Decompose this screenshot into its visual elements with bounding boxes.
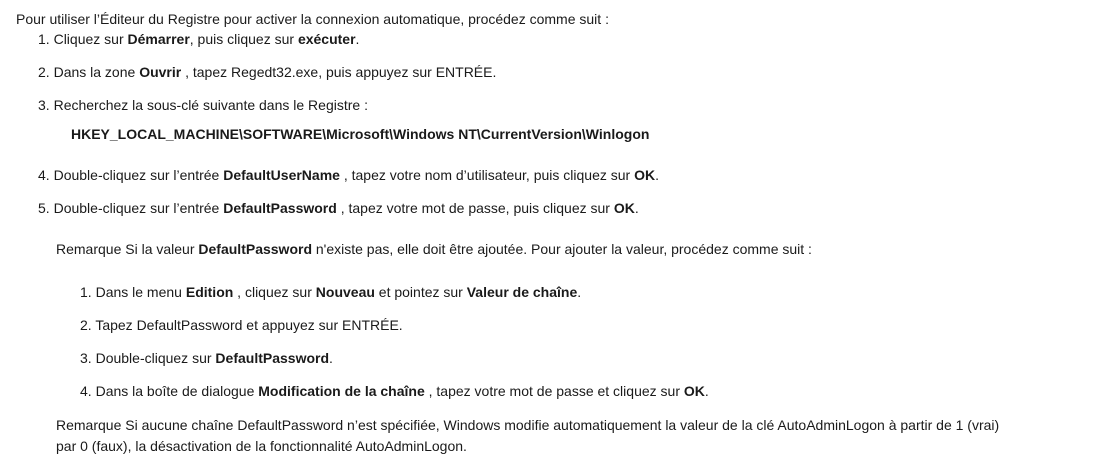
- step-text: Dans la zone Ouvrir , tapez Regedt32.exe, puis appuyez sur ENTRÉE.: [53, 64, 497, 80]
- step-4: [38, 166, 659, 184]
- substep-2: [80, 316, 403, 334]
- step-text: Cliquez sur Démarrer, puis cliquez sur exécuter.: [53, 31, 360, 47]
- step-5: [38, 199, 639, 217]
- substep-text: Dans la boîte de dialogue Modification de la chaîne , tapez votre mot de passe et cliquez sur OK.: [95, 383, 709, 399]
- substep-text: Tapez DefaultPassword et appuyez sur ENTRÉE.: [95, 317, 403, 333]
- intro-text: Pour utiliser l’Éditeur du Registre pour activer la connexion automatique, procédez comme suit :: [16, 11, 609, 27]
- step-number: 1.: [38, 31, 50, 47]
- substep-1: [80, 283, 581, 301]
- registry-path: HKEY_LOCAL_MACHINE\SOFTWARE\Microsoft\Windows NT\CurrentVersion\Winlogon: [71, 126, 650, 142]
- step-2: [38, 63, 496, 81]
- substep-4: [80, 382, 709, 400]
- note-missing-password: Remarque Si la valeur DefaultPassword n'existe pas, elle doit être ajoutée. Pour ajouter la valeur, procédez comme suit :: [56, 241, 812, 257]
- substep-text: Dans le menu Edition , cliquez sur Nouveau et pointez sur Valeur de chaîne.: [95, 284, 582, 300]
- step-text: Double-cliquez sur l’entrée DefaultUserName , tapez votre nom d’utilisateur, puis cliquez sur OK.: [53, 167, 659, 183]
- note-no-password-line2: par 0 (faux), la désactivation de la fonctionnalité AutoAdminLogon.: [56, 438, 467, 454]
- step-1: [38, 30, 359, 48]
- substep-number: 2.: [80, 317, 92, 333]
- substep-3: [80, 349, 333, 367]
- step-text: Double-cliquez sur l’entrée DefaultPassword , tapez votre mot de passe, puis cliquez sur OK.: [53, 200, 639, 216]
- step-text: Recherchez la sous-clé suivante dans le Registre :: [53, 97, 368, 113]
- substep-number: 3.: [80, 350, 92, 366]
- substep-text: Double-cliquez sur DefaultPassword.: [95, 350, 333, 366]
- step-number: 2.: [38, 64, 50, 80]
- note-no-password-line1: Remarque Si aucune chaîne DefaultPassword n’est spécifiée, Windows modifie automatiquement la valeur de la clé AutoAdminLogon à partir de 1 (vrai): [56, 417, 1000, 433]
- step-number: 4.: [38, 167, 50, 183]
- step-number: 5.: [38, 200, 50, 216]
- substep-number: 4.: [80, 383, 92, 399]
- step-3: [38, 96, 368, 114]
- substep-number: 1.: [80, 284, 92, 300]
- step-number: 3.: [38, 97, 50, 113]
